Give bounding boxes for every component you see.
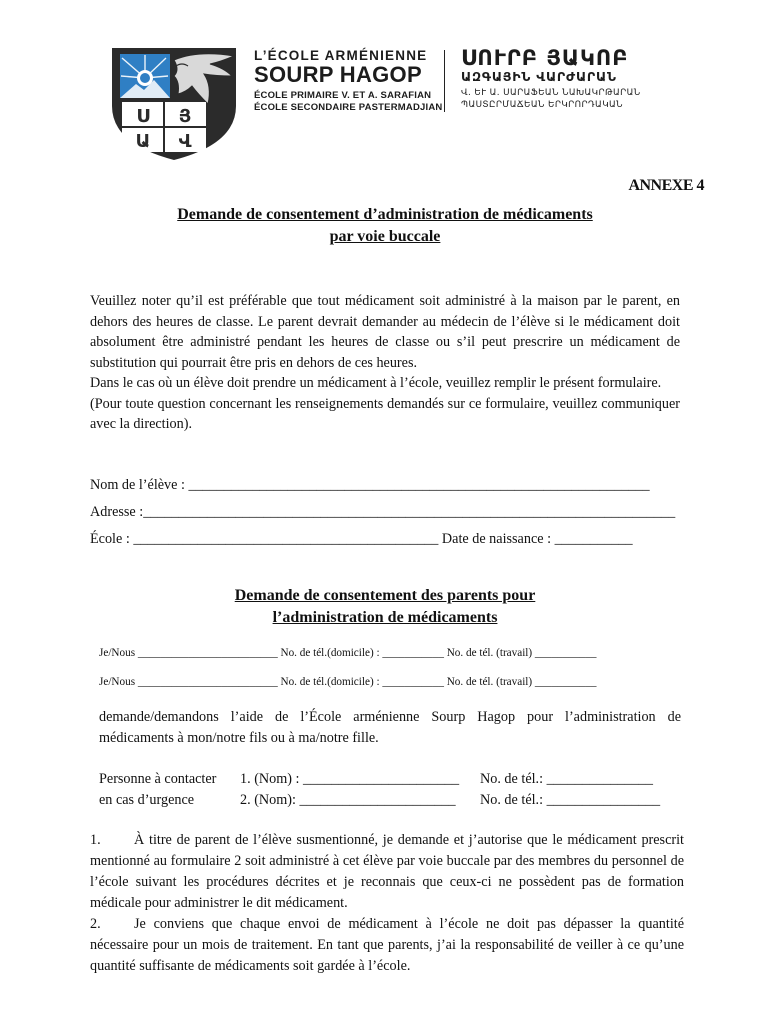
parent-consent-title-line2: l’administration de médicaments xyxy=(272,609,498,626)
school-name-armenian-line4: ՊԱՍՏԸՐՄԱՃԵԱՆ ԵՐԿՐՈՐԴԱԿԱՆ xyxy=(461,100,623,110)
intro-text xyxy=(90,291,680,435)
intro-paragraph-2: Dans le cas où un élève doit prendre un médicament à l’école, veuillez remplir le présent formulaire. xyxy=(90,375,662,391)
school-name-french-line2: SOURP HAGOP xyxy=(254,62,422,87)
school-name-french xyxy=(254,48,442,114)
request-statement: demande/demandons l’aide de l’École arménienne Sourp Hagop pour l’administration de médicaments à mon/notre fils ou à ma/notre fille. xyxy=(99,709,681,746)
logo-shield-icon xyxy=(108,46,240,162)
clause-1 xyxy=(90,830,684,914)
document-title xyxy=(0,204,770,248)
parent-row-1[interactable]: Je/Nous _________________________ No. de tél.(domicile) : ___________ No. de tél. (travail) ___________ xyxy=(99,647,597,659)
emergency-contact-1-phone[interactable]: No. de tél.: _______________ xyxy=(480,771,653,787)
header-divider xyxy=(444,50,445,112)
clause-2 xyxy=(90,914,684,977)
school-name-armenian-line1: ՍՈՒՐԲ ՅԱԿՈԲ xyxy=(461,46,629,70)
emergency-label-2: en cas d’urgence xyxy=(99,792,195,808)
school-logo xyxy=(108,46,240,162)
emergency-contact-2-name[interactable]: 2. (Nom): ______________________ xyxy=(240,792,456,808)
clause-1-text: À titre de parent de l’élève susmentionné, je demande et j’autorise que le médicament prescrit mentionné au formulaire 2 soit administré à cet élève par voie buccale par des membres du personnel de l’école suivant les procédures décrites et je reconnais que ceux-ci ne possèdent pas de formation médicale pour administrer le dit médicament. xyxy=(90,832,684,911)
school-birthdate-field[interactable]: École : ___________________________________________ Date de naissance : ___________ xyxy=(90,531,633,547)
parent-consent-title xyxy=(0,585,770,629)
emergency-contact-2-phone[interactable]: No. de tél.: ________________ xyxy=(480,792,661,808)
school-name-french-line3: ÉCOLE PRIMAIRE V. ET A. SARAFIAN xyxy=(254,90,432,101)
school-name-armenian xyxy=(461,46,641,111)
emergency-label-1: Personne à contacter xyxy=(99,771,217,787)
school-name-french-line1: L’ÉCOLE ARMÉNIENNE xyxy=(254,48,428,63)
consent-clauses xyxy=(90,830,684,977)
parent-row-2[interactable]: Je/Nous _________________________ No. de tél.(domicile) : ___________ No. de tél. (travail) ___________ xyxy=(99,676,597,688)
document-title-line2: par voie buccale xyxy=(329,228,441,245)
emergency-contact-1-name[interactable]: 1. (Nom) : ______________________ xyxy=(240,771,460,787)
school-name-armenian-line3: Վ. ԵՒ Ա. ՍԱՐԱՖԵԱՆ ՆԱԽԱԿՐԹԱՐԱՆ xyxy=(461,88,641,98)
student-name-field[interactable]: Nom de l’élève : _________________________________________________________________ xyxy=(90,477,650,493)
clause-2-number: 2. xyxy=(90,916,101,932)
logo-letter-4: Վ xyxy=(178,131,192,152)
logo-letter-1: Ս xyxy=(136,106,150,127)
intro-paragraph-1: Veuillez noter qu’il est préférable que tout médicament soit administré à la maison par le parent, en dehors des heures de classe. Le parent devrait demander au médecin de l’élève si le médicament doit absolument être administré pendant les heures de classe ou s’il peut prescrire un médicament de substitution qui pourrait être pris en dehors de ces heures. xyxy=(90,293,680,371)
emergency-contact xyxy=(99,769,684,811)
intro-paragraph-3: (Pour toute question concernant les renseignements demandés sur ce formulaire, veuillez communiquer avec la direction). xyxy=(90,395,680,432)
document-title-line1: Demande de consentement d’administration de médicaments xyxy=(177,206,593,223)
logo-letter-2: Յ xyxy=(178,106,192,127)
parent-consent-title-line1: Demande de consentement des parents pour xyxy=(234,587,536,604)
clause-2-text: Je conviens que chaque envoi de médicament à l’école ne doit pas dépasser la quantité nécessaire pour un mois de traitement. En tant que parents, j’ai la responsabilité de veiller à ce qu’une quantité suffisante de médicaments soit gardée à l’école. xyxy=(90,916,684,974)
clause-1-number: 1. xyxy=(90,832,101,848)
annex-label: ANNEXE 4 xyxy=(628,177,704,194)
school-name-armenian-line2: ԱԶԳԱՅԻՆ ՎԱՐԺԱՐԱՆ xyxy=(461,69,617,84)
school-name-french-line4: ÉCOLE SECONDAIRE PASTERMADJIAN xyxy=(254,102,443,113)
logo-letter-3: Ա xyxy=(135,131,151,152)
address-field[interactable]: Adresse :___________________________________________________________________________ xyxy=(90,504,676,520)
